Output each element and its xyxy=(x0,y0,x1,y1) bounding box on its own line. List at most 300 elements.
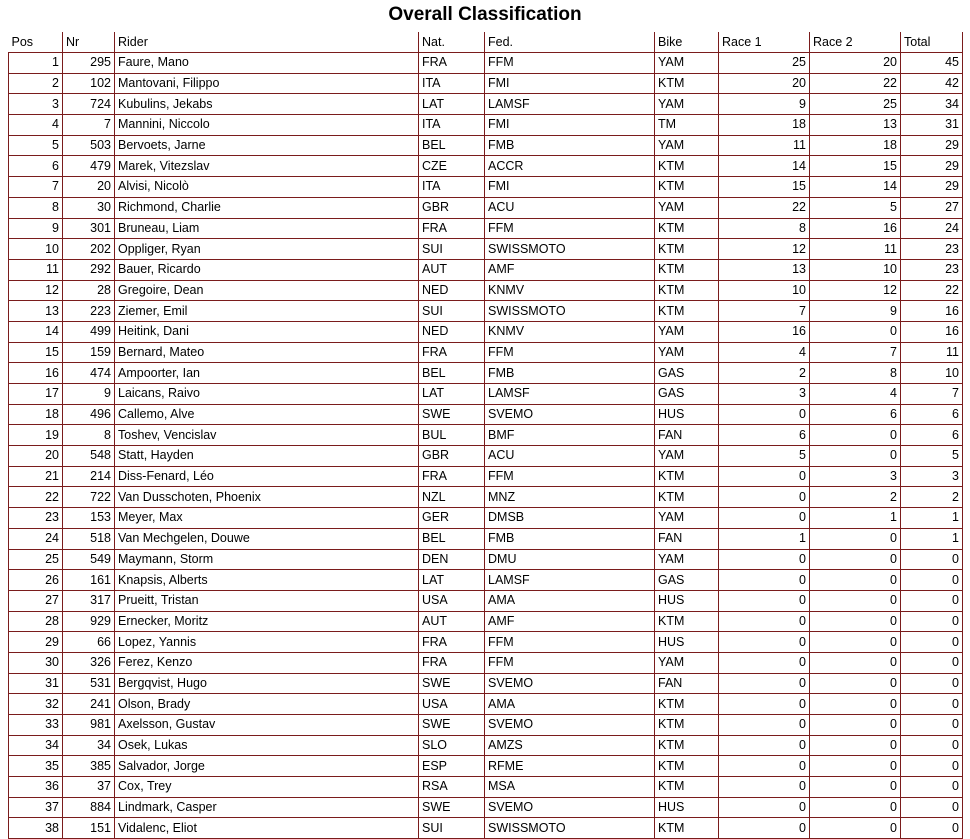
cell-race1: 0 xyxy=(719,632,810,653)
cell-race2: 0 xyxy=(810,549,901,570)
cell-race2: 0 xyxy=(810,321,901,342)
cell-race2: 0 xyxy=(810,632,901,653)
cell-rider: Heitink, Dani xyxy=(115,321,419,342)
cell-race2: 0 xyxy=(810,756,901,777)
cell-rider: Richmond, Charlie xyxy=(115,197,419,218)
cell-race2: 0 xyxy=(810,590,901,611)
cell-nr: 202 xyxy=(63,239,115,260)
cell-pos: 32 xyxy=(9,694,63,715)
cell-pos: 37 xyxy=(9,797,63,818)
cell-bike: YAM xyxy=(655,652,719,673)
cell-fed: ACCR xyxy=(485,156,655,177)
cell-nr: 37 xyxy=(63,777,115,798)
cell-nat: FRA xyxy=(419,53,485,74)
cell-nat: FRA xyxy=(419,218,485,239)
cell-nr: 474 xyxy=(63,363,115,384)
cell-bike: KTM xyxy=(655,239,719,260)
cell-nat: USA xyxy=(419,590,485,611)
cell-total: 34 xyxy=(901,94,963,115)
cell-race1: 0 xyxy=(719,611,810,632)
cell-pos: 17 xyxy=(9,384,63,405)
cell-rider: Oppliger, Ryan xyxy=(115,239,419,260)
cell-bike: KTM xyxy=(655,218,719,239)
cell-nr: 301 xyxy=(63,218,115,239)
cell-fed: FFM xyxy=(485,632,655,653)
cell-bike: YAM xyxy=(655,549,719,570)
cell-bike: YAM xyxy=(655,135,719,156)
cell-nat: SUI xyxy=(419,818,485,839)
cell-race1: 20 xyxy=(719,73,810,94)
cell-race2: 0 xyxy=(810,818,901,839)
cell-race2: 0 xyxy=(810,570,901,591)
cell-rider: Van Mechgelen, Douwe xyxy=(115,528,419,549)
cell-pos: 34 xyxy=(9,735,63,756)
cell-pos: 16 xyxy=(9,363,63,384)
table-row xyxy=(9,715,963,736)
header-total[interactable]: Total xyxy=(901,32,963,53)
cell-total: 0 xyxy=(901,673,963,694)
cell-bike: YAM xyxy=(655,197,719,218)
cell-nr: 151 xyxy=(63,818,115,839)
cell-nat: NED xyxy=(419,321,485,342)
cell-fed: AMA xyxy=(485,694,655,715)
table-row xyxy=(9,53,963,74)
cell-race2: 0 xyxy=(810,694,901,715)
cell-rider: Diss-Fenard, Léo xyxy=(115,466,419,487)
cell-race1: 0 xyxy=(719,487,810,508)
cell-race2: 7 xyxy=(810,342,901,363)
cell-race1: 15 xyxy=(719,177,810,198)
table-row xyxy=(9,466,963,487)
cell-race2: 13 xyxy=(810,115,901,136)
cell-race1: 11 xyxy=(719,135,810,156)
cell-rider: Salvador, Jorge xyxy=(115,756,419,777)
cell-bike: KTM xyxy=(655,611,719,632)
cell-race1: 14 xyxy=(719,156,810,177)
cell-nr: 518 xyxy=(63,528,115,549)
table-row xyxy=(9,735,963,756)
cell-nr: 503 xyxy=(63,135,115,156)
cell-pos: 5 xyxy=(9,135,63,156)
cell-pos: 12 xyxy=(9,280,63,301)
cell-nr: 884 xyxy=(63,797,115,818)
cell-race2: 0 xyxy=(810,425,901,446)
cell-total: 0 xyxy=(901,590,963,611)
cell-nat: SWE xyxy=(419,715,485,736)
cell-nat: NED xyxy=(419,280,485,301)
table-row xyxy=(9,94,963,115)
cell-fed: ACU xyxy=(485,446,655,467)
cell-fed: MSA xyxy=(485,777,655,798)
cell-nr: 929 xyxy=(63,611,115,632)
cell-total: 16 xyxy=(901,301,963,322)
cell-race2: 0 xyxy=(810,673,901,694)
cell-total: 45 xyxy=(901,53,963,74)
cell-race1: 6 xyxy=(719,425,810,446)
cell-race1: 0 xyxy=(719,777,810,798)
cell-bike: KTM xyxy=(655,777,719,798)
cell-pos: 22 xyxy=(9,487,63,508)
table-row xyxy=(9,632,963,653)
header-fed[interactable]: Fed. xyxy=(485,32,655,53)
table-row xyxy=(9,115,963,136)
cell-bike: GAS xyxy=(655,363,719,384)
page-title: Overall Classification xyxy=(388,4,582,25)
cell-nat: ITA xyxy=(419,73,485,94)
cell-total: 29 xyxy=(901,135,963,156)
cell-nat: BUL xyxy=(419,425,485,446)
cell-fed: DMU xyxy=(485,549,655,570)
table-row xyxy=(9,404,963,425)
cell-race2: 0 xyxy=(810,446,901,467)
cell-nat: SWE xyxy=(419,404,485,425)
cell-race1: 0 xyxy=(719,590,810,611)
cell-bike: KTM xyxy=(655,818,719,839)
cell-nr: 153 xyxy=(63,508,115,529)
cell-total: 29 xyxy=(901,177,963,198)
cell-nr: 385 xyxy=(63,756,115,777)
cell-pos: 3 xyxy=(9,94,63,115)
cell-race1: 16 xyxy=(719,321,810,342)
cell-race2: 1 xyxy=(810,508,901,529)
cell-rider: Lindmark, Casper xyxy=(115,797,419,818)
cell-race2: 0 xyxy=(810,652,901,673)
cell-pos: 8 xyxy=(9,197,63,218)
cell-fed: FFM xyxy=(485,652,655,673)
cell-bike: YAM xyxy=(655,342,719,363)
cell-fed: FMI xyxy=(485,177,655,198)
cell-pos: 18 xyxy=(9,404,63,425)
cell-nr: 531 xyxy=(63,673,115,694)
cell-fed: SWISSMOTO xyxy=(485,818,655,839)
cell-race2: 14 xyxy=(810,177,901,198)
cell-fed: RFME xyxy=(485,756,655,777)
cell-pos: 29 xyxy=(9,632,63,653)
cell-total: 0 xyxy=(901,818,963,839)
cell-rider: Meyer, Max xyxy=(115,508,419,529)
cell-race1: 25 xyxy=(719,53,810,74)
cell-bike: KTM xyxy=(655,73,719,94)
table-row xyxy=(9,321,963,342)
cell-pos: 38 xyxy=(9,818,63,839)
cell-rider: Callemo, Alve xyxy=(115,404,419,425)
cell-bike: KTM xyxy=(655,466,719,487)
cell-race1: 0 xyxy=(719,797,810,818)
cell-rider: Alvisi, Nicolò xyxy=(115,177,419,198)
cell-rider: Mannini, Niccolo xyxy=(115,115,419,136)
cell-fed: AMA xyxy=(485,590,655,611)
cell-nat: SUI xyxy=(419,301,485,322)
cell-fed: FMB xyxy=(485,528,655,549)
cell-pos: 19 xyxy=(9,425,63,446)
cell-nat: RSA xyxy=(419,777,485,798)
cell-race2: 0 xyxy=(810,611,901,632)
cell-rider: Bruneau, Liam xyxy=(115,218,419,239)
cell-total: 0 xyxy=(901,715,963,736)
cell-pos: 31 xyxy=(9,673,63,694)
cell-fed: FMI xyxy=(485,115,655,136)
header-nr[interactable]: Nr xyxy=(63,32,115,53)
cell-race2: 20 xyxy=(810,53,901,74)
table-row xyxy=(9,197,963,218)
cell-nr: 9 xyxy=(63,384,115,405)
cell-pos: 15 xyxy=(9,342,63,363)
cell-nr: 223 xyxy=(63,301,115,322)
cell-nr: 326 xyxy=(63,652,115,673)
cell-fed: AMZS xyxy=(485,735,655,756)
cell-rider: Bergqvist, Hugo xyxy=(115,673,419,694)
classification-table xyxy=(8,32,963,839)
cell-nat: AUT xyxy=(419,259,485,280)
cell-race1: 0 xyxy=(719,694,810,715)
cell-pos: 11 xyxy=(9,259,63,280)
header-bike[interactable]: Bike xyxy=(655,32,719,53)
cell-rider: Ampoorter, Ian xyxy=(115,363,419,384)
cell-nr: 30 xyxy=(63,197,115,218)
cell-bike: FAN xyxy=(655,425,719,446)
cell-bike: YAM xyxy=(655,508,719,529)
cell-race1: 13 xyxy=(719,259,810,280)
header-pos[interactable]: Pos xyxy=(11,34,34,49)
cell-race1: 0 xyxy=(719,673,810,694)
cell-rider: Axelsson, Gustav xyxy=(115,715,419,736)
cell-pos: 25 xyxy=(9,549,63,570)
table-row xyxy=(9,508,963,529)
cell-nat: LAT xyxy=(419,94,485,115)
cell-race2: 3 xyxy=(810,466,901,487)
cell-pos: 7 xyxy=(9,177,63,198)
cell-rider: Lopez, Yannis xyxy=(115,632,419,653)
cell-race1: 0 xyxy=(719,570,810,591)
cell-bike: KTM xyxy=(655,487,719,508)
cell-nat: FRA xyxy=(419,342,485,363)
cell-total: 3 xyxy=(901,466,963,487)
cell-fed: SVEMO xyxy=(485,715,655,736)
cell-bike: KTM xyxy=(655,177,719,198)
cell-total: 27 xyxy=(901,197,963,218)
cell-rider: Bernard, Mateo xyxy=(115,342,419,363)
cell-fed: FFM xyxy=(485,53,655,74)
cell-bike: HUS xyxy=(655,590,719,611)
cell-total: 7 xyxy=(901,384,963,405)
cell-nr: 295 xyxy=(63,53,115,74)
table-row xyxy=(9,301,963,322)
cell-nr: 722 xyxy=(63,487,115,508)
cell-fed: MNZ xyxy=(485,487,655,508)
cell-race1: 3 xyxy=(719,384,810,405)
cell-nat: GER xyxy=(419,508,485,529)
cell-nat: AUT xyxy=(419,611,485,632)
table-row xyxy=(9,135,963,156)
cell-total: 16 xyxy=(901,321,963,342)
cell-nr: 724 xyxy=(63,94,115,115)
cell-rider: Kubulins, Jekabs xyxy=(115,94,419,115)
table-row xyxy=(9,156,963,177)
table-row xyxy=(9,218,963,239)
cell-bike: FAN xyxy=(655,528,719,549)
cell-pos: 9 xyxy=(9,218,63,239)
cell-nr: 499 xyxy=(63,321,115,342)
header-nat[interactable]: Nat. xyxy=(419,32,485,53)
cell-total: 1 xyxy=(901,508,963,529)
cell-pos: 21 xyxy=(9,466,63,487)
cell-bike: YAM xyxy=(655,321,719,342)
cell-race2: 0 xyxy=(810,797,901,818)
cell-fed: SVEMO xyxy=(485,404,655,425)
cell-total: 42 xyxy=(901,73,963,94)
header-race1[interactable]: Race 1 xyxy=(719,32,810,53)
cell-race1: 0 xyxy=(719,818,810,839)
cell-race1: 12 xyxy=(719,239,810,260)
cell-bike: YAM xyxy=(655,446,719,467)
cell-nr: 479 xyxy=(63,156,115,177)
cell-fed: ACU xyxy=(485,197,655,218)
cell-nat: CZE xyxy=(419,156,485,177)
cell-race1: 0 xyxy=(719,549,810,570)
cell-nr: 7 xyxy=(63,115,115,136)
cell-rider: Statt, Hayden xyxy=(115,446,419,467)
cell-fed: AMF xyxy=(485,259,655,280)
cell-total: 11 xyxy=(901,342,963,363)
cell-rider: Faure, Mano xyxy=(115,53,419,74)
cell-bike: HUS xyxy=(655,404,719,425)
cell-total: 6 xyxy=(901,404,963,425)
cell-total: 29 xyxy=(901,156,963,177)
cell-pos: 36 xyxy=(9,777,63,798)
cell-rider: Ferez, Kenzo xyxy=(115,652,419,673)
cell-pos: 33 xyxy=(9,715,63,736)
cell-pos: 14 xyxy=(9,321,63,342)
header-rider[interactable]: Rider xyxy=(115,32,419,53)
cell-nr: 549 xyxy=(63,549,115,570)
cell-rider: Gregoire, Dean xyxy=(115,280,419,301)
cell-fed: FMB xyxy=(485,135,655,156)
cell-nat: LAT xyxy=(419,384,485,405)
cell-nat: GBR xyxy=(419,446,485,467)
cell-total: 23 xyxy=(901,259,963,280)
cell-nr: 981 xyxy=(63,715,115,736)
cell-total: 10 xyxy=(901,363,963,384)
cell-rider: Olson, Brady xyxy=(115,694,419,715)
table-row xyxy=(9,549,963,570)
cell-rider: Ernecker, Moritz xyxy=(115,611,419,632)
cell-race2: 5 xyxy=(810,197,901,218)
cell-nat: LAT xyxy=(419,570,485,591)
cell-rider: Knapsis, Alberts xyxy=(115,570,419,591)
cell-fed: AMF xyxy=(485,611,655,632)
cell-total: 0 xyxy=(901,694,963,715)
cell-race1: 22 xyxy=(719,197,810,218)
table-row xyxy=(9,239,963,260)
cell-nat: ITA xyxy=(419,115,485,136)
cell-race2: 22 xyxy=(810,73,901,94)
cell-rider: Mantovani, Filippo xyxy=(115,73,419,94)
cell-nr: 159 xyxy=(63,342,115,363)
cell-fed: SVEMO xyxy=(485,797,655,818)
cell-total: 31 xyxy=(901,115,963,136)
cell-race2: 16 xyxy=(810,218,901,239)
cell-fed: FFM xyxy=(485,342,655,363)
cell-fed: KNMV xyxy=(485,280,655,301)
cell-total: 24 xyxy=(901,218,963,239)
cell-total: 6 xyxy=(901,425,963,446)
cell-race1: 5 xyxy=(719,446,810,467)
cell-race1: 0 xyxy=(719,466,810,487)
cell-nr: 292 xyxy=(63,259,115,280)
cell-nr: 34 xyxy=(63,735,115,756)
cell-race2: 25 xyxy=(810,94,901,115)
cell-fed: SWISSMOTO xyxy=(485,239,655,260)
cell-race1: 18 xyxy=(719,115,810,136)
cell-race2: 15 xyxy=(810,156,901,177)
cell-bike: KTM xyxy=(655,301,719,322)
cell-nat: ITA xyxy=(419,177,485,198)
cell-race1: 7 xyxy=(719,301,810,322)
cell-bike: YAM xyxy=(655,53,719,74)
cell-pos: 1 xyxy=(9,53,63,74)
cell-nr: 66 xyxy=(63,632,115,653)
cell-race2: 0 xyxy=(810,715,901,736)
cell-pos: 27 xyxy=(9,590,63,611)
cell-fed: LAMSF xyxy=(485,570,655,591)
cell-race2: 0 xyxy=(810,528,901,549)
table-row xyxy=(9,611,963,632)
cell-nr: 161 xyxy=(63,570,115,591)
table-row xyxy=(9,570,963,591)
cell-nat: GBR xyxy=(419,197,485,218)
table-row xyxy=(9,446,963,467)
cell-rider: Maymann, Storm xyxy=(115,549,419,570)
cell-nat: ESP xyxy=(419,756,485,777)
table-row xyxy=(9,528,963,549)
results-body xyxy=(9,53,963,839)
cell-race1: 0 xyxy=(719,715,810,736)
cell-total: 0 xyxy=(901,797,963,818)
cell-fed: SVEMO xyxy=(485,673,655,694)
cell-nat: BEL xyxy=(419,135,485,156)
cell-nat: FRA xyxy=(419,632,485,653)
cell-race1: 1 xyxy=(719,528,810,549)
cell-total: 0 xyxy=(901,735,963,756)
cell-nat: SWE xyxy=(419,797,485,818)
cell-pos: 4 xyxy=(9,115,63,136)
cell-race2: 12 xyxy=(810,280,901,301)
cell-rider: Cox, Trey xyxy=(115,777,419,798)
cell-bike: KTM xyxy=(655,694,719,715)
table-row xyxy=(9,425,963,446)
cell-race1: 0 xyxy=(719,756,810,777)
header-race2[interactable]: Race 2 xyxy=(810,32,901,53)
cell-pos: 30 xyxy=(9,652,63,673)
table-row xyxy=(9,384,963,405)
table-row xyxy=(9,259,963,280)
cell-rider: Vidalenc, Eliot xyxy=(115,818,419,839)
cell-fed: KNMV xyxy=(485,321,655,342)
cell-rider: Marek, Vitezslav xyxy=(115,156,419,177)
cell-race2: 11 xyxy=(810,239,901,260)
cell-nat: DEN xyxy=(419,549,485,570)
cell-nat: FRA xyxy=(419,652,485,673)
cell-bike: YAM xyxy=(655,94,719,115)
cell-nat: BEL xyxy=(419,528,485,549)
table-row xyxy=(9,363,963,384)
cell-nat: SUI xyxy=(419,239,485,260)
cell-nat: SLO xyxy=(419,735,485,756)
cell-fed: FMI xyxy=(485,73,655,94)
cell-race2: 9 xyxy=(810,301,901,322)
cell-race1: 9 xyxy=(719,94,810,115)
cell-total: 22 xyxy=(901,280,963,301)
